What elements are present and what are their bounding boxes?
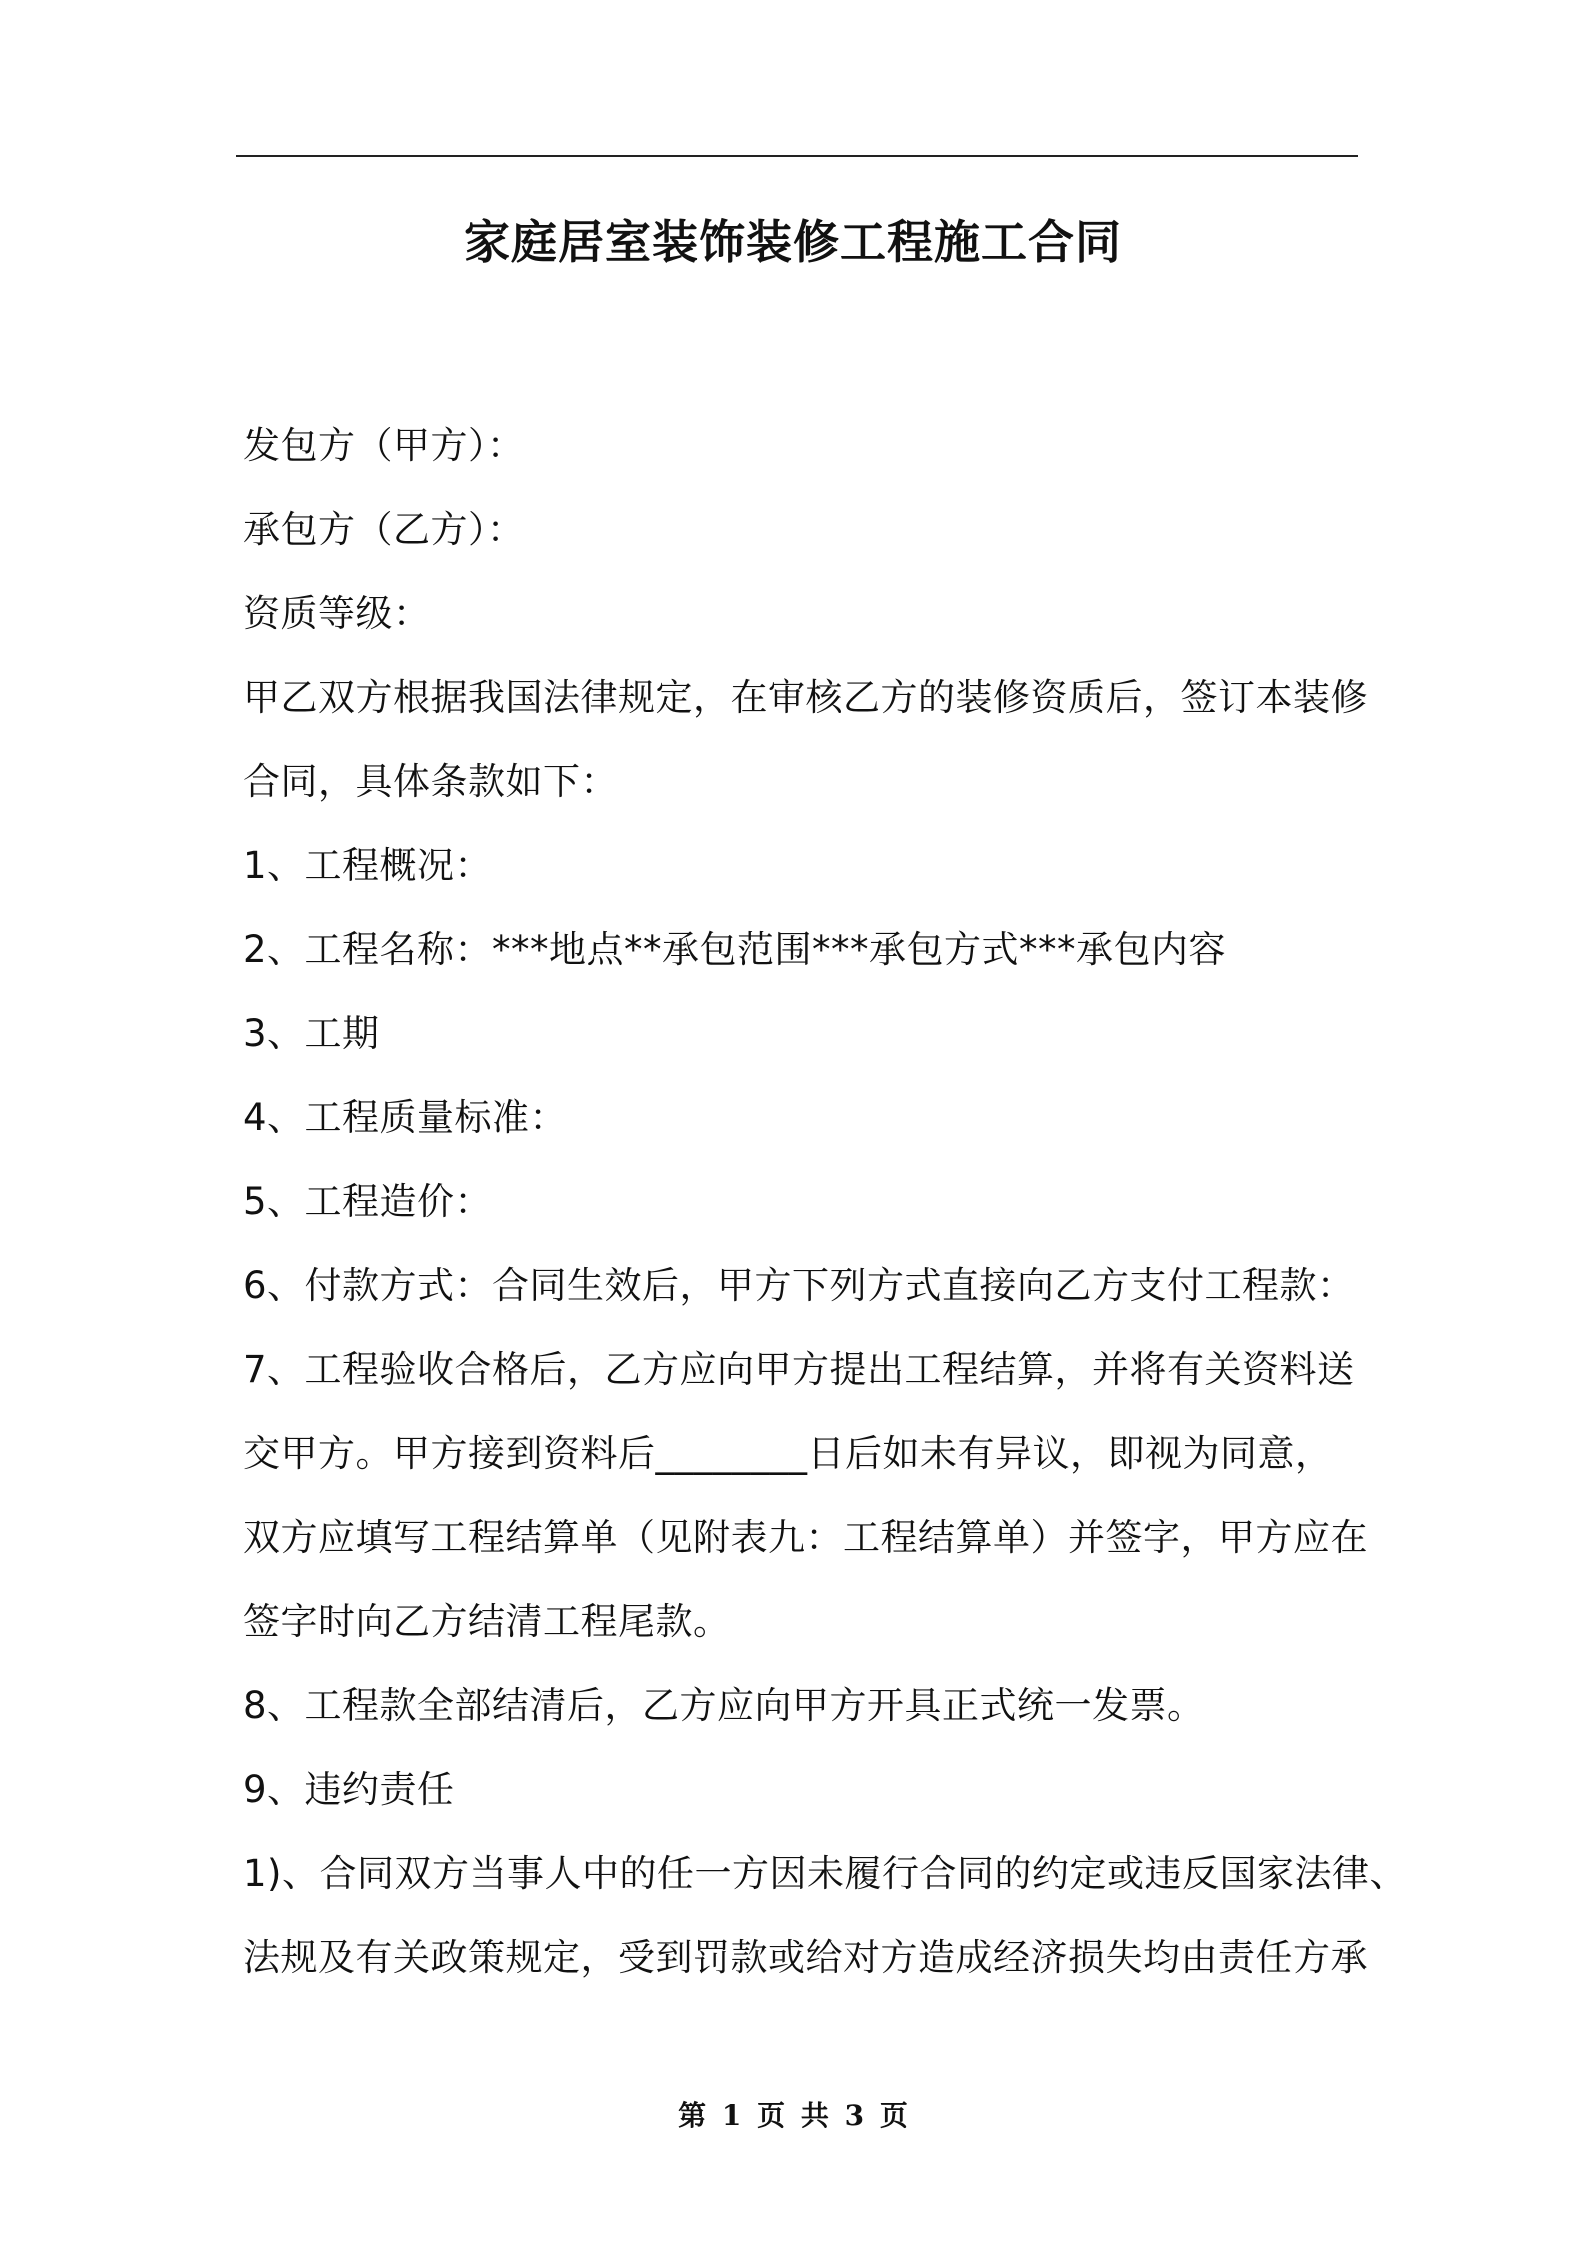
- clause-9-1-line-2: 法规及有关政策规定，受到罚款或给对方造成经济损失均由责任方承: [243, 1936, 1368, 1979]
- clause-7-line-3: 双方应填写工程结算单（见附表九：工程结算单）并签字，甲方应在: [243, 1516, 1368, 1559]
- clause-7-line-2: 交甲方。甲方接到资料后________日后如未有异议，即视为同意，: [243, 1432, 1333, 1475]
- clause-4: 4、工程质量标准：: [243, 1096, 568, 1139]
- clause-7-line-1: 7、工程验收合格后，乙方应向甲方提出工程结算，并将有关资料送: [243, 1348, 1355, 1391]
- preamble-line-1: 甲乙双方根据我国法律规定，在审核乙方的装修资质后，签订本装修: [243, 676, 1368, 719]
- clause-9: 9、违约责任: [243, 1768, 455, 1811]
- document-body: [243, 404, 1407, 2000]
- page-number-footer: 第 1 页 共 3 页: [678, 2099, 908, 2132]
- clause-2: 2、工程名称：***地点**承包范围***承包方式***承包内容: [243, 928, 1227, 971]
- clause-7-line-4: 签字时向乙方结清工程尾款。: [243, 1600, 731, 1643]
- clause-3: 3、工期: [243, 1012, 380, 1055]
- qualification-line: 资质等级：: [243, 592, 431, 635]
- clause-9-1-line-1: 1)、合同双方当事人中的任一方因未履行合同的约定或违反国家法律、: [243, 1852, 1407, 1895]
- clause-5: 5、工程造价：: [243, 1180, 493, 1223]
- clause-1: 1、工程概况：: [243, 844, 493, 887]
- preamble-line-2: 合同，具体条款如下：: [243, 760, 618, 803]
- header-rule: [236, 155, 1358, 157]
- party-a-line: 发包方（甲方）：: [243, 424, 525, 467]
- document-title: 家庭居室装饰装修工程施工合同: [464, 215, 1122, 269]
- party-b-line: 承包方（乙方）：: [243, 508, 525, 551]
- clause-6: 6、付款方式：合同生效后，甲方下列方式直接向乙方支付工程款：: [243, 1264, 1355, 1307]
- clause-8: 8、工程款全部结清后，乙方应向甲方开具正式统一发票。: [243, 1684, 1205, 1727]
